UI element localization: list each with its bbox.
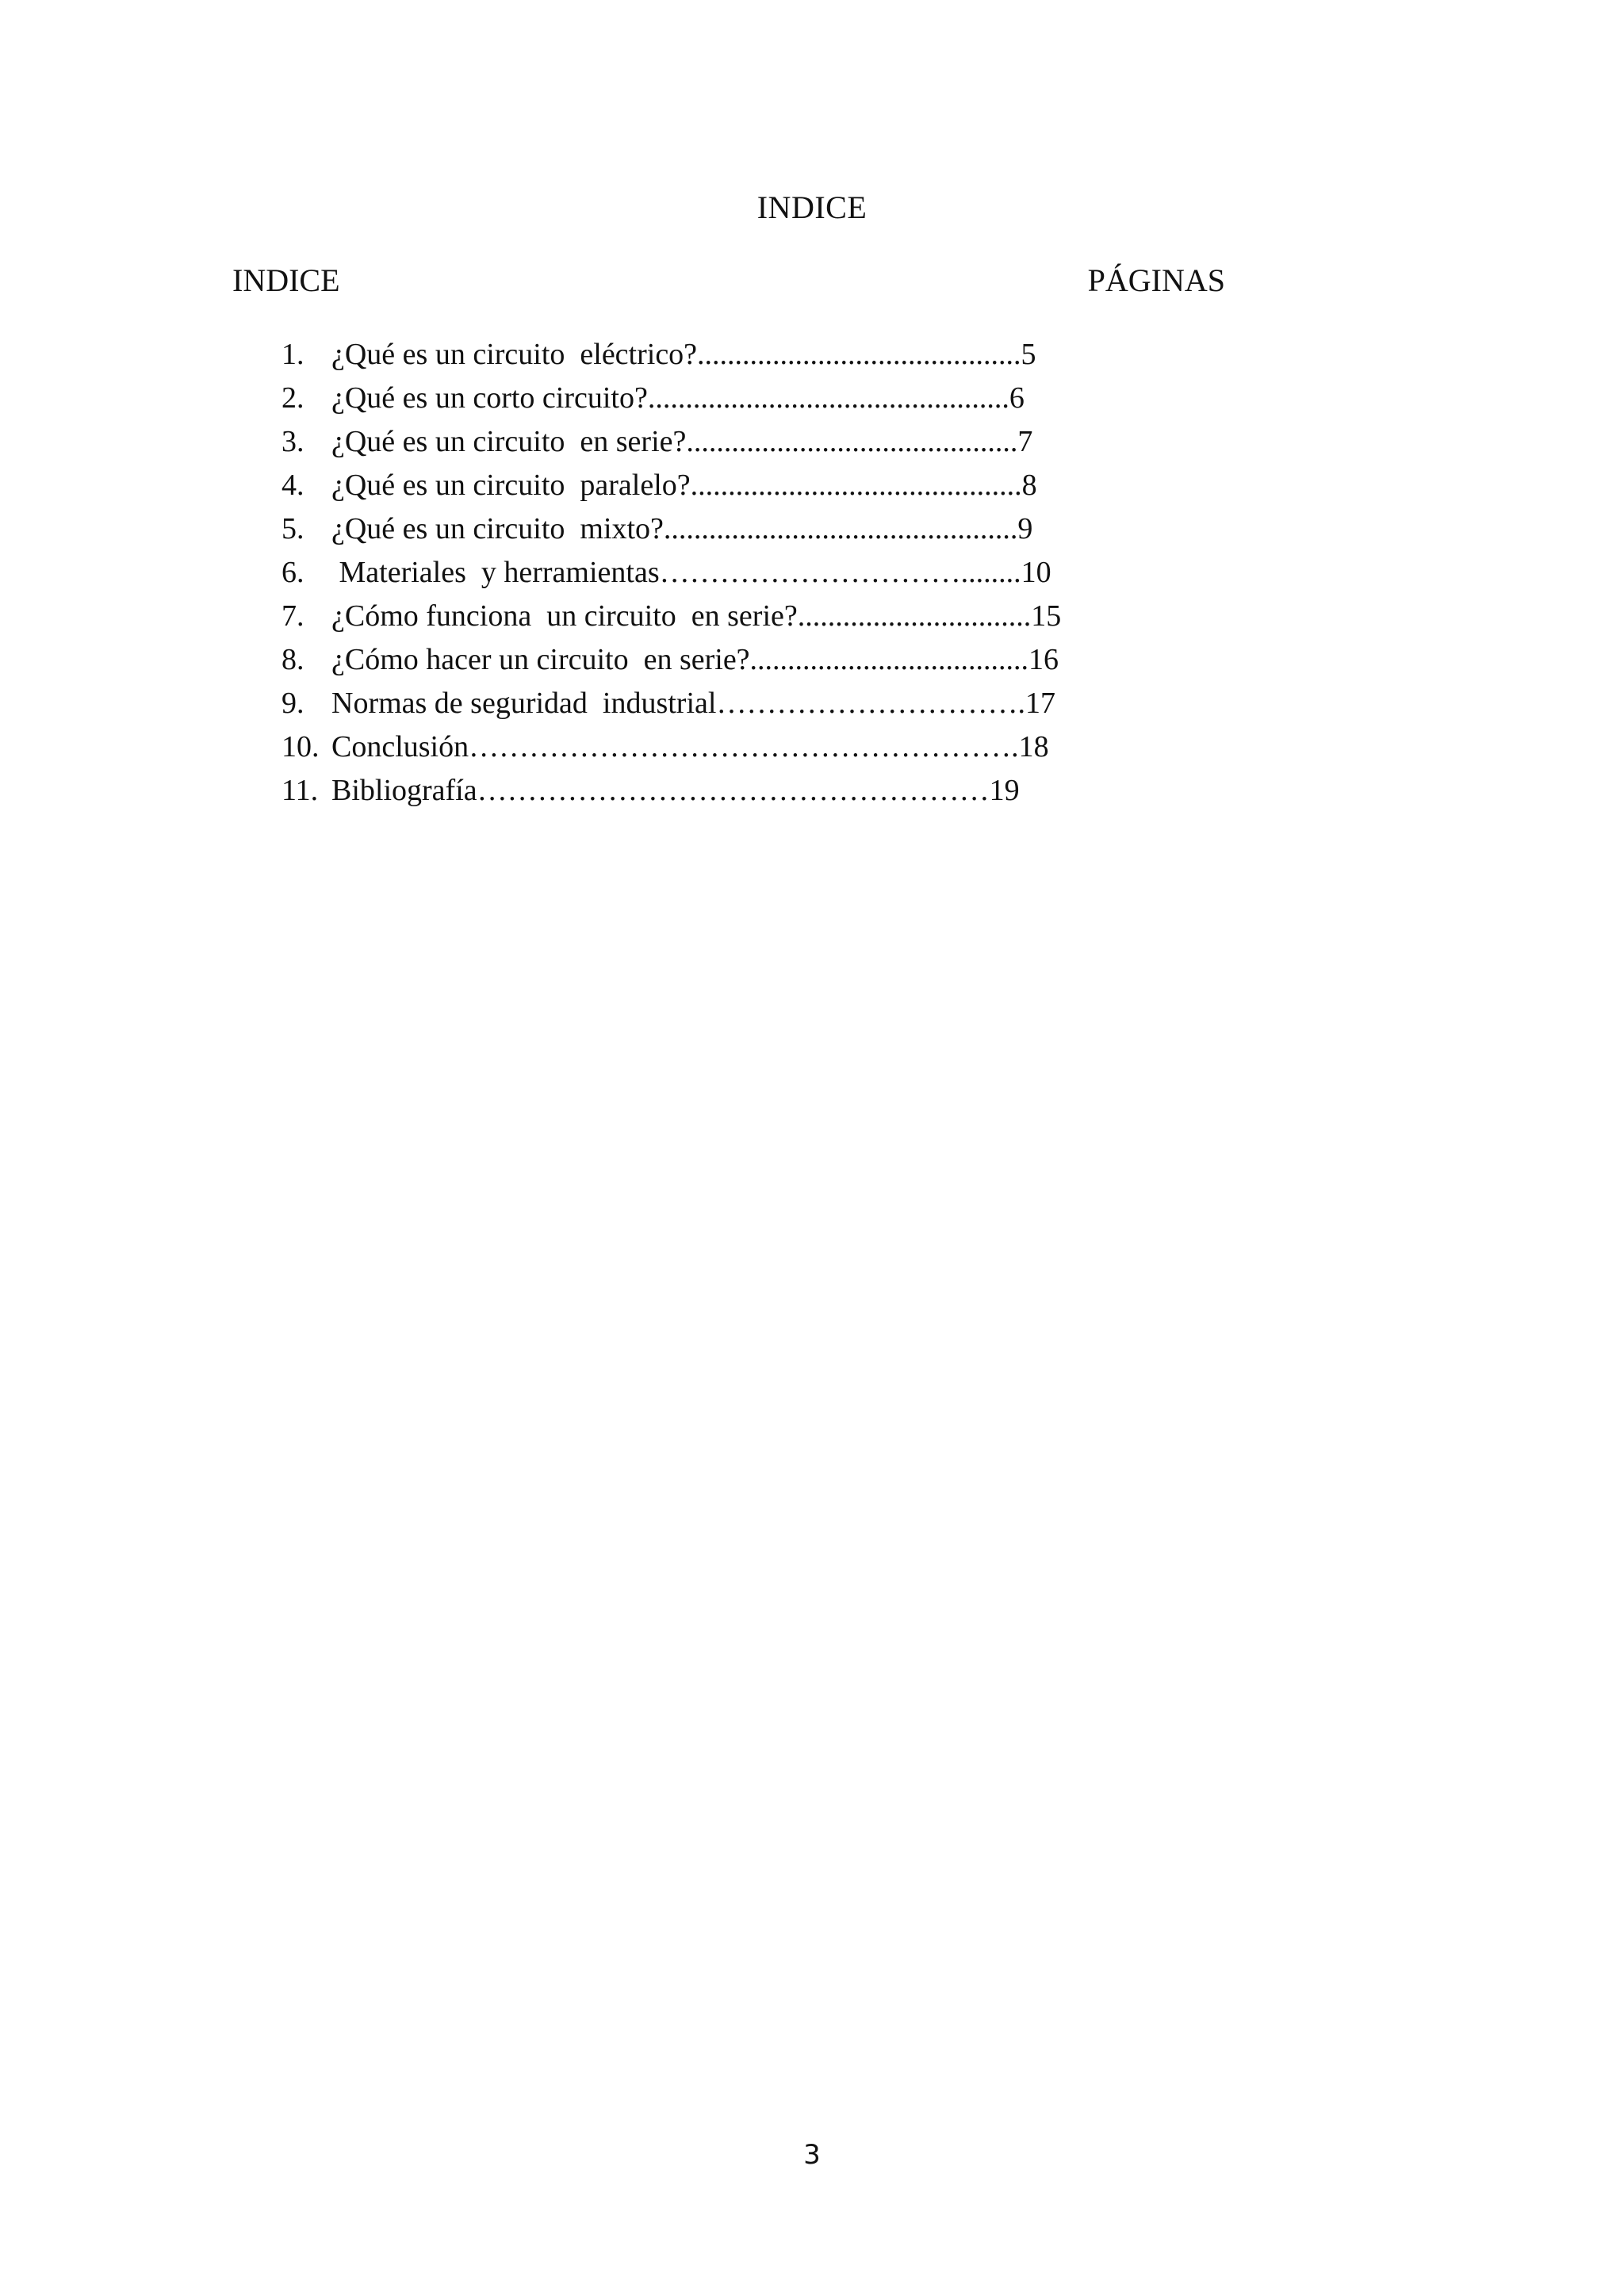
toc-item-number: 10. [282,730,320,763]
toc-header-index-label: INDICE [232,262,340,298]
page-number: 3 [803,2139,821,2171]
toc-item-entry: Bibliografía……………………………………………19 [331,774,1020,807]
toc-item-number: 3. [282,425,304,458]
toc-item-entry: ¿Qué es un corto circuito?................................................6 [331,381,1025,415]
toc-item-number: 8. [282,643,304,676]
toc-item-2 [282,377,1061,420]
toc-item-number: 9. [282,687,304,720]
toc-item-8 [282,638,1061,682]
toc-item-1 [282,333,1061,377]
toc-item-number: 1. [282,338,304,371]
toc-item-number: 5. [282,512,304,545]
table-of-contents [282,333,1061,813]
toc-item-entry: Materiales y herramientas…………………………........10 [331,556,1051,589]
toc-item-entry: ¿Qué es un circuito paralelo?............................................8 [331,469,1037,502]
toc-header-pages-label: PÁGINAS [1087,262,1225,298]
toc-item-7 [282,595,1061,638]
toc-item-6 [282,551,1061,595]
toc-item-entry: ¿Cómo funciona un circuito en serie?...............................15 [331,599,1062,633]
toc-item-entry: ¿Qué es un circuito mixto?...............................................9 [331,512,1033,545]
toc-item-3 [282,420,1061,464]
toc-item-4 [282,464,1061,507]
toc-item-11 [282,769,1061,813]
toc-item-entry: ¿Qué es un circuito en serie?............................................7 [331,425,1033,458]
toc-item-9 [282,682,1061,725]
toc-item-5 [282,507,1061,551]
page-title: INDICE [756,189,868,225]
toc-item-number: 7. [282,599,304,633]
toc-item-entry: Normas de seguridad industrial………………………….17 [331,687,1055,720]
toc-item-number: 2. [282,381,304,415]
toc-item-entry: ¿Qué es un circuito eléctrico?...........................................5 [331,338,1036,371]
toc-item-number: 4. [282,469,304,502]
toc-item-entry: ¿Cómo hacer un circuito en serie?.....................................16 [331,643,1059,676]
toc-item-10 [282,725,1061,769]
toc-item-number: 11. [282,774,319,807]
toc-item-number: 6. [282,556,304,589]
toc-item-entry: Conclusión……………………………………………….18 [331,730,1049,763]
